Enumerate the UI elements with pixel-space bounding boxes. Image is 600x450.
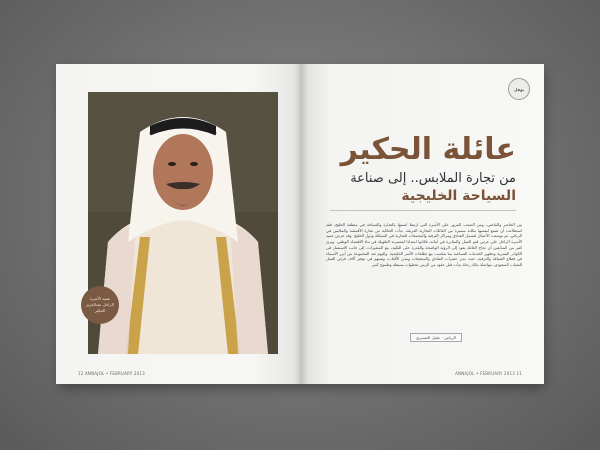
logo-text: نوفل — [513, 86, 525, 92]
article-subtitle-line1: من تجارة الملابس.. إلى صناعة — [350, 171, 516, 186]
article-body: بين الحاضر والماضي، ومن الصعب المرور على الأسرة التي ارتبط اسمها بالتجارة والسياحة في منطقة الخليج، فقد استطاعت أن تصنع لنفسها مكانة متميزة بين العائلات التجارية العريقة. بدأت الحكاية من تجارة الأقمشة والملابس في الرياض، ثم توسعت الأعمال لتشمل الفنادق ومراكز الترفيه والمجمعات التجارية في المملكة ودول الخليج. وقد حرص عميد الأسرة الراحل على غرس قيم العمل والمثابرة في أبنائه، فكانوا امتدادا لمسيرته الطويلة في بناء الاقتصاد الوطني. ويرى كثير من المتابعين أن نجاح العائلة يعود إلى الرؤية الواضحة والقدرة على التكيف مع المتغيرات، إلى جانب الاستثمار في الكوادر البشرية وتطوير الخدمات السياحية بما يتناسب مع تطلعات الأسر الخليجية. واليوم تعد المجموعة من أبرز الأسماء في قطاع الضيافة والترفيه، حيث تدير عشرات الفنادق والمنتجعات ومدن الألعاب، وتسهم في توفير آلاف فرص العمل للشباب السعودي، مواصلة بذلك رحلة بدأت قبل عقود من الزمن بخطوات بسيطة وطموح كبير. — [326, 222, 522, 267]
article-title: عائلة الحكير — [340, 132, 516, 167]
portrait-photo — [88, 92, 278, 354]
photo-caption: عميد الأسرة الراحل عبدالعزيز الحكير — [86, 296, 114, 313]
spine-gutter — [294, 64, 308, 384]
magazine-logo — [508, 78, 530, 100]
left-page — [56, 64, 301, 384]
photo-caption-badge — [81, 286, 119, 324]
left-page-footer: 12 ANNAJOL • FEBRUARY 2013 — [78, 371, 145, 376]
magazine-spread — [56, 64, 544, 384]
portrait-illustration — [88, 92, 278, 354]
article-byline: الرياض - عقيل العسيري — [410, 333, 462, 342]
title-divider — [330, 210, 516, 211]
right-page-footer: ANNAJOL • FEBRUARY 2013 11 — [455, 371, 522, 376]
right-page — [300, 64, 544, 384]
article-subtitle-line2: السياحة الخليجية — [401, 188, 516, 204]
